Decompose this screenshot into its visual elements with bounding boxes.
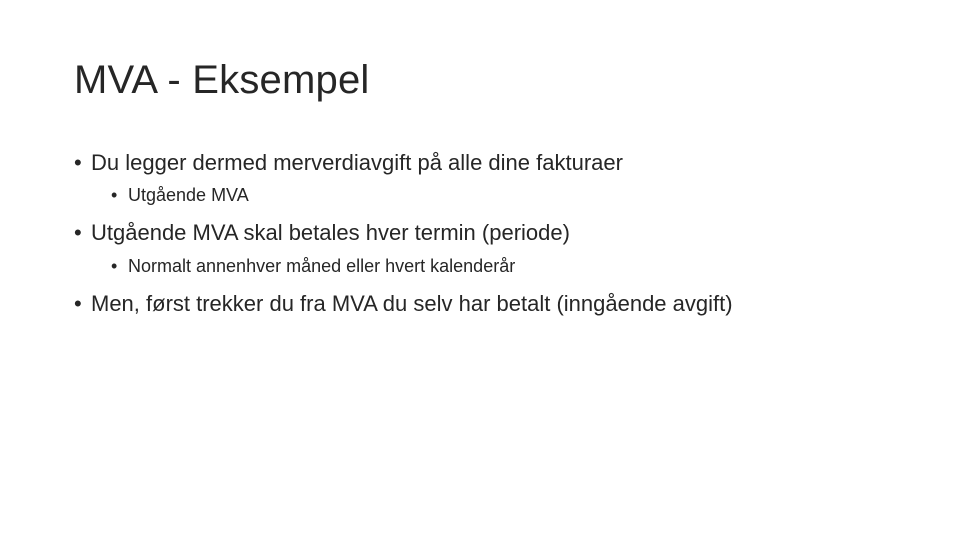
bullet-dot-icon: • xyxy=(74,150,82,175)
bullet-list xyxy=(74,148,914,319)
bullet-text: Utgående MVA skal betales hver termin (periode) xyxy=(91,220,570,245)
sub-bullet-item-1 xyxy=(74,182,914,208)
bullet-item-2 xyxy=(74,218,914,248)
bullet-text: Men, først trekker du fra MVA du selv har betalt (inngående avgift) xyxy=(91,291,733,316)
bullet-dot-icon: • xyxy=(111,185,118,205)
bullet-item-3 xyxy=(74,289,914,319)
bullet-dot-icon: • xyxy=(74,220,82,245)
bullet-item-1 xyxy=(74,148,914,178)
bullet-text: Utgående MVA xyxy=(128,185,249,205)
slide-title: MVA - Eksempel xyxy=(74,58,370,102)
bullet-dot-icon: • xyxy=(74,291,82,316)
sub-bullet-item-2 xyxy=(74,253,914,279)
bullet-text: Normalt annenhver måned eller hvert kalenderår xyxy=(128,256,516,276)
bullet-text: Du legger dermed merverdiavgift på alle dine fakturaer xyxy=(91,150,623,175)
bullet-dot-icon: • xyxy=(111,256,118,276)
